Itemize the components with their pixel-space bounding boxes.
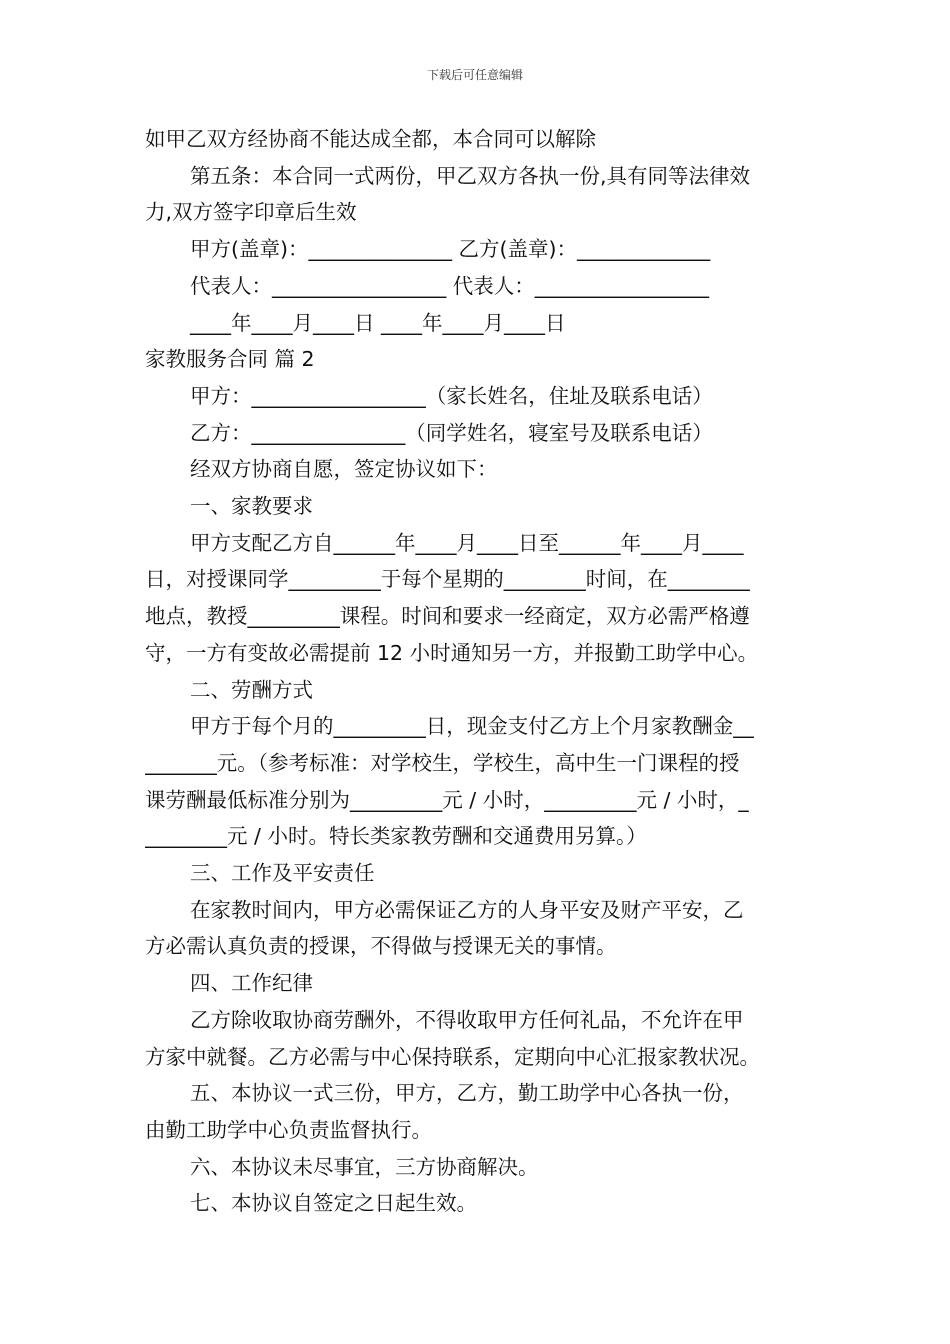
text-line: ____年____月____日 ____年____月____日 bbox=[190, 310, 566, 335]
text-line: 七、本协议自签定之日起生效。 bbox=[190, 1191, 477, 1216]
text-line: 如甲乙双方经协商不能达成全都，本合同可以解除 bbox=[145, 127, 596, 151]
text-line: 三、工作及平安责任 bbox=[190, 861, 375, 886]
text-line: 一、家教要求 bbox=[190, 494, 313, 519]
text-line: 力,双方签字印章后生效 bbox=[145, 200, 357, 225]
text-line: _______元。（参考标准：对学校生，学校生，高中生一门课程的授 bbox=[145, 750, 740, 775]
text-line: 甲方(盖章)：______________ 乙方(盖章)：_____________ bbox=[190, 237, 711, 262]
text-line: 方必需认真负责的授课，不得做与授课无关的事情。 bbox=[145, 934, 617, 959]
text-line: 四、工作纪律 bbox=[190, 971, 313, 996]
text-line: ________元 / 小时。特长类家教劳酬和交通费用另算。） bbox=[145, 824, 647, 849]
text-line: 二、劳酬方式 bbox=[190, 677, 313, 702]
text-line: 经双方协商自愿，签定协议如下： bbox=[190, 457, 498, 482]
text-line: 地点，教授_________课程。时间和要求一经商定，双方必需严格遵 bbox=[145, 604, 750, 629]
text-line: 甲方于每个月的_________日，现金支付乙方上个月家教酬金__ bbox=[190, 714, 754, 739]
text-line: 甲方：_________________（家长姓名，住址及联系电话） bbox=[190, 383, 713, 408]
text-line: 日，对授课同学_________于每个星期的________时间，在________ bbox=[145, 567, 750, 592]
text-line: 守，一方有变故必需提前 12 小时通知另一方，并报勤工助学中心。 bbox=[145, 640, 759, 665]
text-line: 乙方除收取协商劳酬外，不得收取甲方任何礼品，不允许在甲 bbox=[190, 1007, 744, 1032]
text-line: 方家中就餐。乙方必需与中心保持联系，定期向中心汇报家教状况。 bbox=[145, 1044, 760, 1069]
text-line: 课劳酬最低标准分别为_________元 / 小时，_________元 / 小时，_ bbox=[145, 787, 749, 812]
page-header: 下载后可任意编辑 bbox=[426, 68, 523, 82]
text-line: 在家教时间内，甲方必需保证乙方的人身平安及财产平安，乙 bbox=[190, 897, 744, 922]
text-line: 甲方支配乙方自______年____月____日至______年____月____ bbox=[190, 530, 744, 555]
text-line: 家教服务合同 篇 2 bbox=[145, 347, 315, 372]
document-body bbox=[145, 121, 807, 1222]
text-line: 乙方：_______________（同学姓名，寝室号及联系电话） bbox=[190, 420, 713, 445]
text-line: 代表人：_________________ 代表人：_________________ bbox=[190, 273, 710, 298]
text-line: 第五条：本合同一式两份，甲乙双方各执一份,具有同等法律效 bbox=[190, 163, 751, 188]
text-line: 由勤工助学中心负责监督执行。 bbox=[145, 1117, 432, 1142]
text-line: 五、本协议一式三份，甲方，乙方，勤工助学中心各执一份， bbox=[190, 1081, 744, 1106]
text-line: 六、本协议未尽事宜，三方协商解决。 bbox=[190, 1154, 539, 1179]
